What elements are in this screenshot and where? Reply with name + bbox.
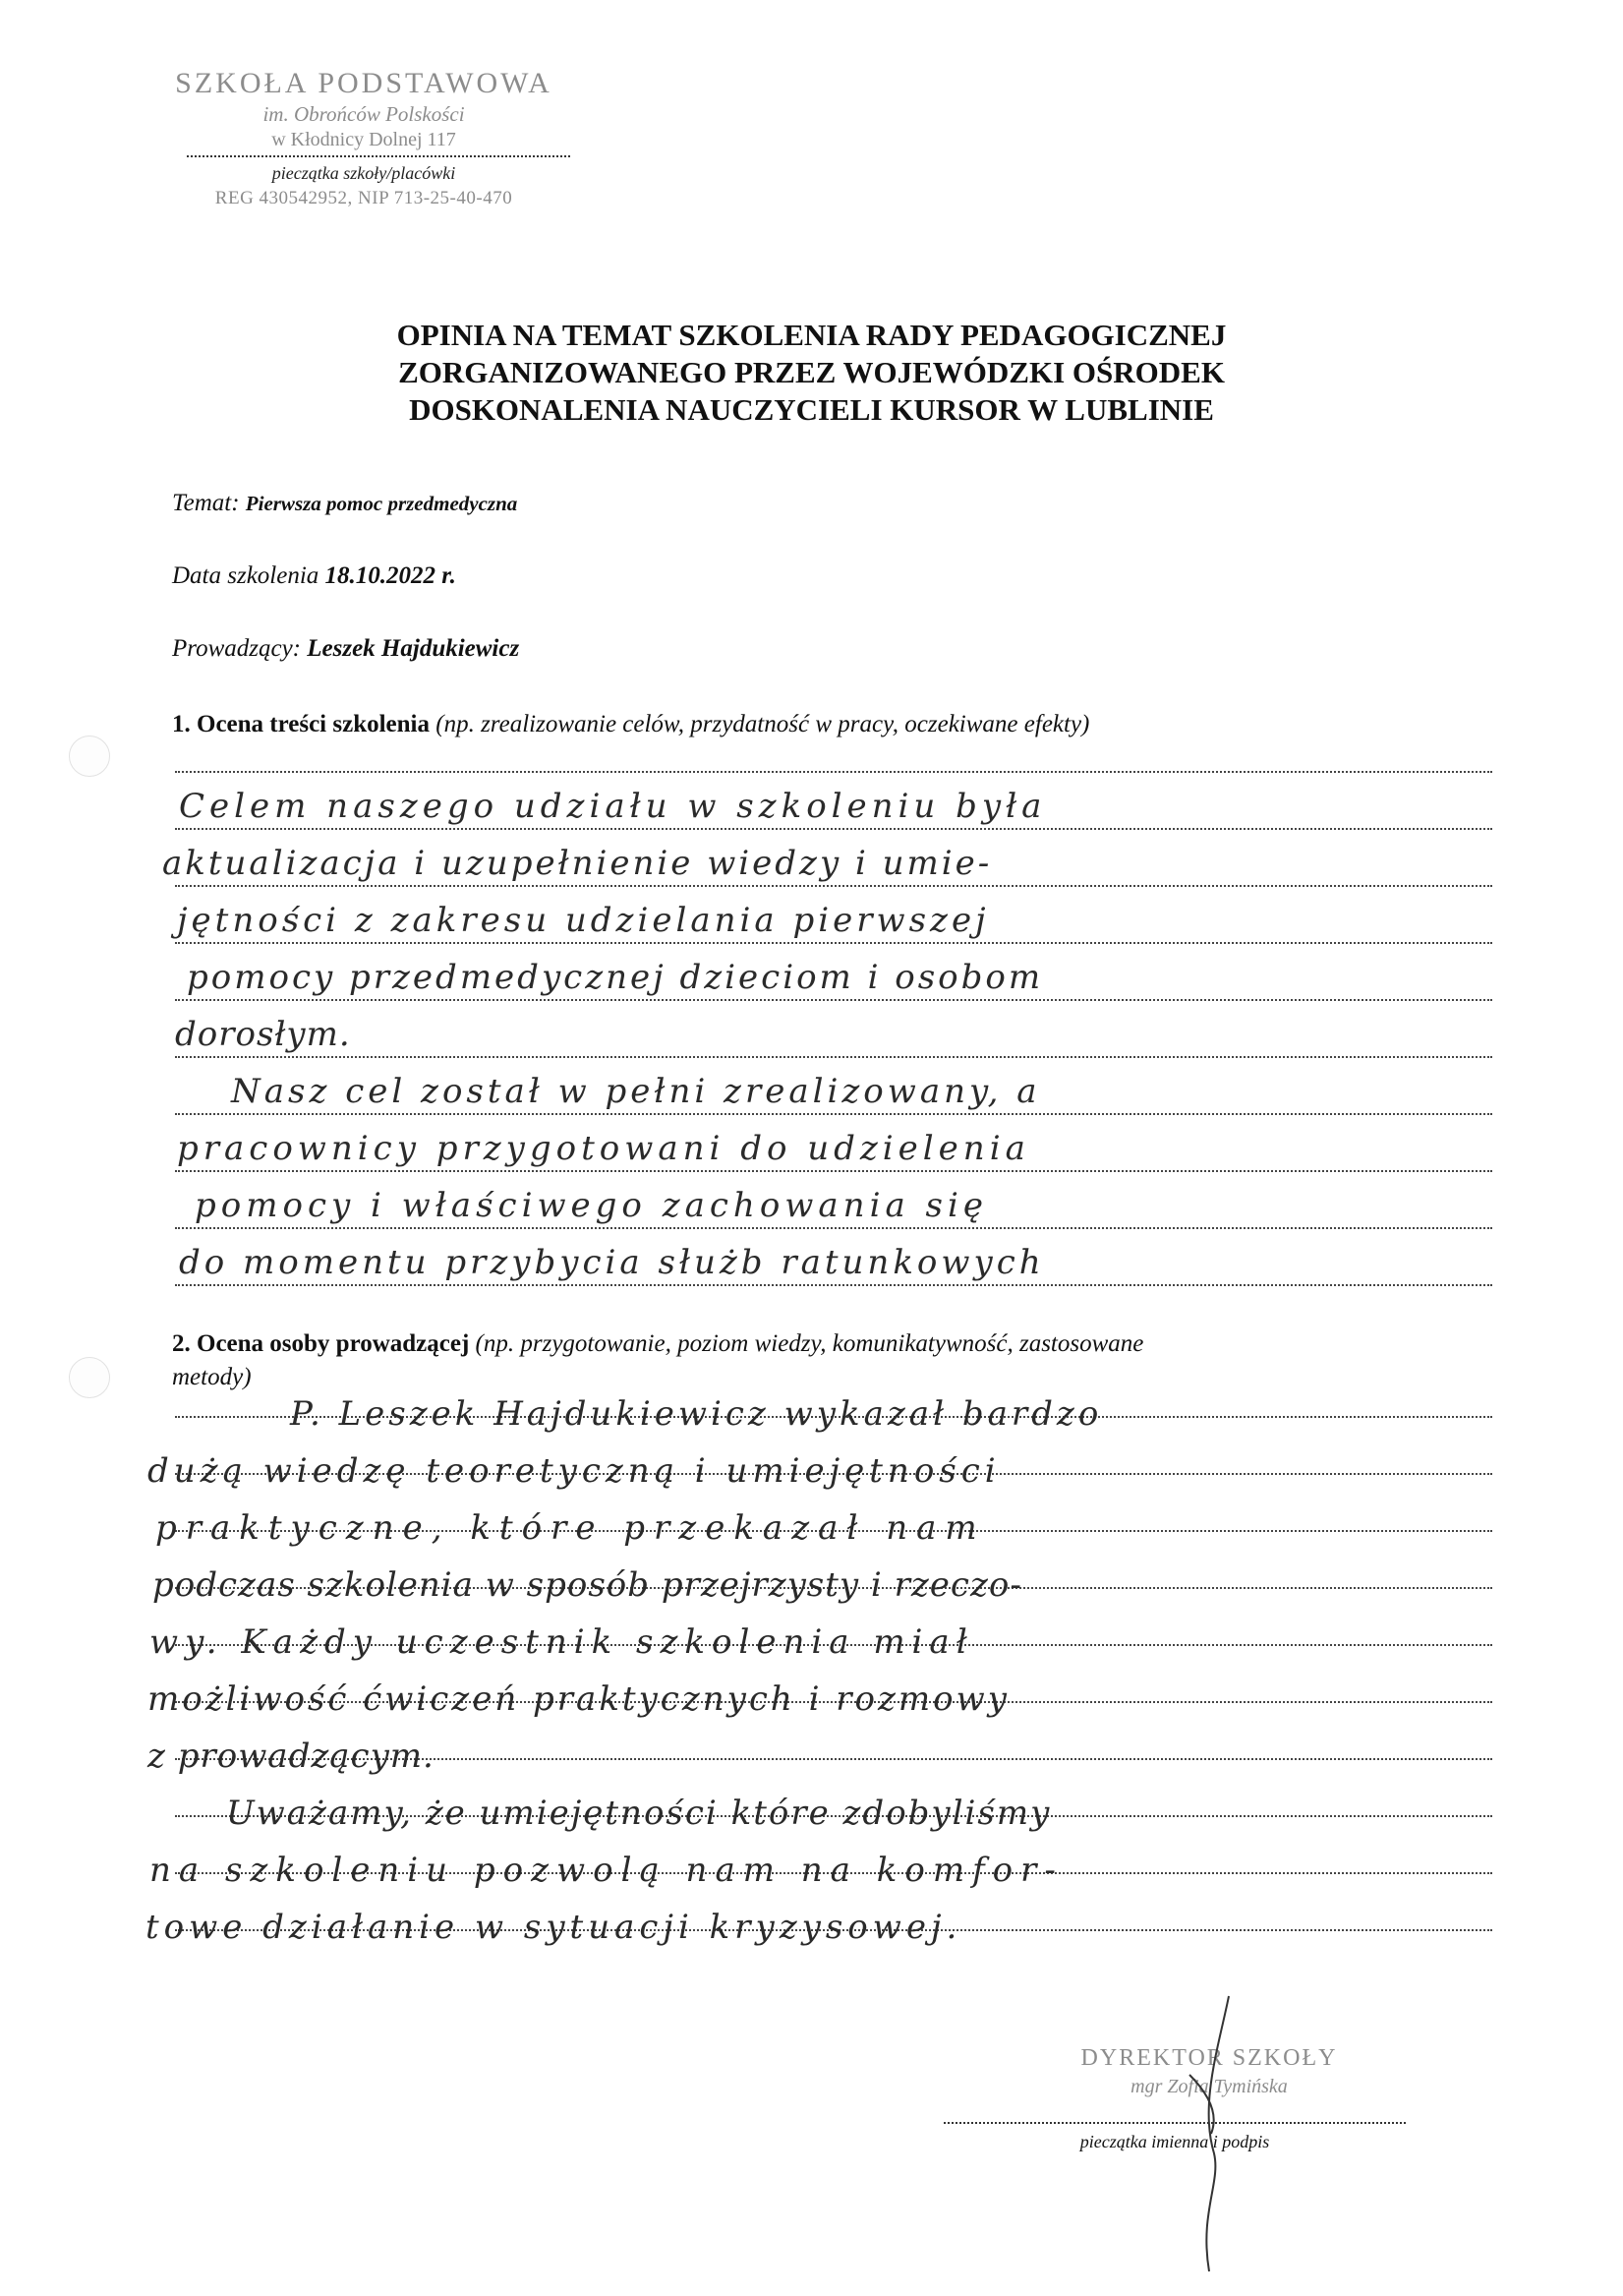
section-1-heading	[172, 708, 1489, 741]
section-1-answer-line-3: jętności z zakresu udzielania pierwszej	[177, 901, 990, 940]
director-stamp-name: mgr Zofia Tymińska	[1130, 2076, 1288, 2097]
title-line-2: ZORGANIZOWANEGO PRZEZ WOJEWÓDZKI OŚRODEK	[398, 355, 1225, 389]
section-1-answer-line-4: pomocy przedmedycznej dzieciom i osobom	[187, 958, 1044, 997]
document-title	[0, 317, 1623, 429]
section-1-answer-line-9: do momentu przybycia służb ratunkowych	[179, 1243, 1045, 1282]
signature-dotted-line	[944, 2122, 1406, 2124]
section-1-answer-line-1: Celem naszego udziału w szkoleniu była	[179, 787, 1047, 826]
school-stamp-patron: im. Obrońców Polskości	[262, 102, 465, 126]
school-stamp-dotted-line	[187, 151, 570, 157]
section-1-answer-line-7: pracownicy przygotowani do udzielenia	[177, 1129, 1030, 1168]
punch-hole-top	[69, 736, 110, 777]
section-2-answer-line-10: towe działanie w sytuacji kryzysowej.	[145, 1908, 962, 1947]
signature-caption: pieczątka imienna i podpis	[1079, 2132, 1270, 2151]
answer-line	[175, 1113, 1492, 1115]
school-stamp	[138, 67, 590, 209]
trainer-value: Leszek Hajdukiewicz	[307, 635, 520, 662]
topic-value: Pierwsza pomoc przedmedyczna	[245, 492, 518, 515]
school-stamp-name: SZKOŁA PODSTAWOWA	[175, 67, 552, 99]
date-value: 18.10.2022 r.	[324, 562, 456, 589]
section-2-hint: (np. przygotowanie, poziom wiedzy, komunikatywność, zastosowane	[475, 1330, 1144, 1357]
section-1-answer-line-8: pomocy i właściwego zachowania się	[195, 1186, 988, 1225]
section-2-answer-line-7: z prowadzącym.	[147, 1737, 435, 1776]
trainer-label: Prowadzący:	[172, 635, 301, 662]
section-1-answer-line-6: Nasz cel został w pełni zrealizowany, a	[231, 1072, 1041, 1111]
answer-line	[175, 1056, 1492, 1058]
school-stamp-address: w Kłodnicy Dolnej 117	[271, 129, 456, 150]
section-2-answer-line-1: P. Leszek Hajdukiewicz wykazał bardzo	[290, 1394, 1103, 1434]
answer-line	[175, 828, 1492, 830]
answer-line	[175, 1284, 1492, 1286]
punch-hole-bottom	[69, 1357, 110, 1398]
school-stamp-caption: pieczątka szkoły/placówki	[271, 163, 456, 183]
answer-line	[175, 1227, 1492, 1229]
date-label: Data szkolenia	[172, 562, 319, 589]
section-2-answer-line-6: możliwość ćwiczeń praktycznych i rozmowy	[147, 1679, 1010, 1719]
answer-line	[175, 1170, 1492, 1172]
director-stamp-title: DYREKTOR SZKOŁY	[1080, 2045, 1338, 2071]
section-2-title: 2. Ocena osoby prowadzącej	[172, 1330, 470, 1357]
section-2-answer-line-8: Uważamy, że umiejętności które zdobyliśmy	[226, 1794, 1052, 1833]
topic-field	[172, 490, 517, 517]
topic-label: Temat:	[172, 490, 240, 516]
section-1-answer-line-5: dorosłym.	[175, 1015, 351, 1054]
section-1-answer-line-2: aktualizacja i uzupełnienie wiedzy i umie-	[162, 844, 993, 883]
trainer-field	[172, 635, 519, 663]
section-1-title: 1. Ocena treści szkolenia	[172, 711, 430, 737]
section-2-heading	[172, 1327, 1489, 1394]
answer-line	[175, 942, 1492, 944]
section-2-answer-line-5: wy. Każdy uczestnik szkolenia miał	[149, 1622, 974, 1662]
answer-line	[175, 771, 1492, 773]
section-2-answer-line-4: podczas szkolenia w sposób przejrzysty i rzeczo-	[152, 1565, 1022, 1605]
section-2-answer-line-2: dużą wiedzę teoretyczną i umiejętności	[147, 1451, 1001, 1491]
school-stamp-registry: REG 430542952, NIP 713-25-40-470	[214, 188, 513, 208]
title-line-1: OPINIA NA TEMAT SZKOLENIA RADY PEDAGOGICZNEJ	[396, 318, 1227, 352]
section-1-hint: (np. zrealizowanie celów, przydatność w pracy, oczekiwane efekty)	[435, 711, 1090, 737]
date-field	[172, 562, 456, 590]
section-2-answer-line-9: na szkoleniu pozwolą nam na komfor-	[149, 1851, 1064, 1890]
answer-line	[175, 885, 1492, 887]
section-2-answer-line-3: praktyczne, które przekazał nam	[155, 1508, 986, 1548]
answer-line	[175, 999, 1492, 1001]
section-2-hint-cont: metody)	[172, 1364, 252, 1390]
title-line-3: DOSKONALENIA NAUCZYCIELI KURSOR W LUBLINIE	[409, 392, 1214, 427]
